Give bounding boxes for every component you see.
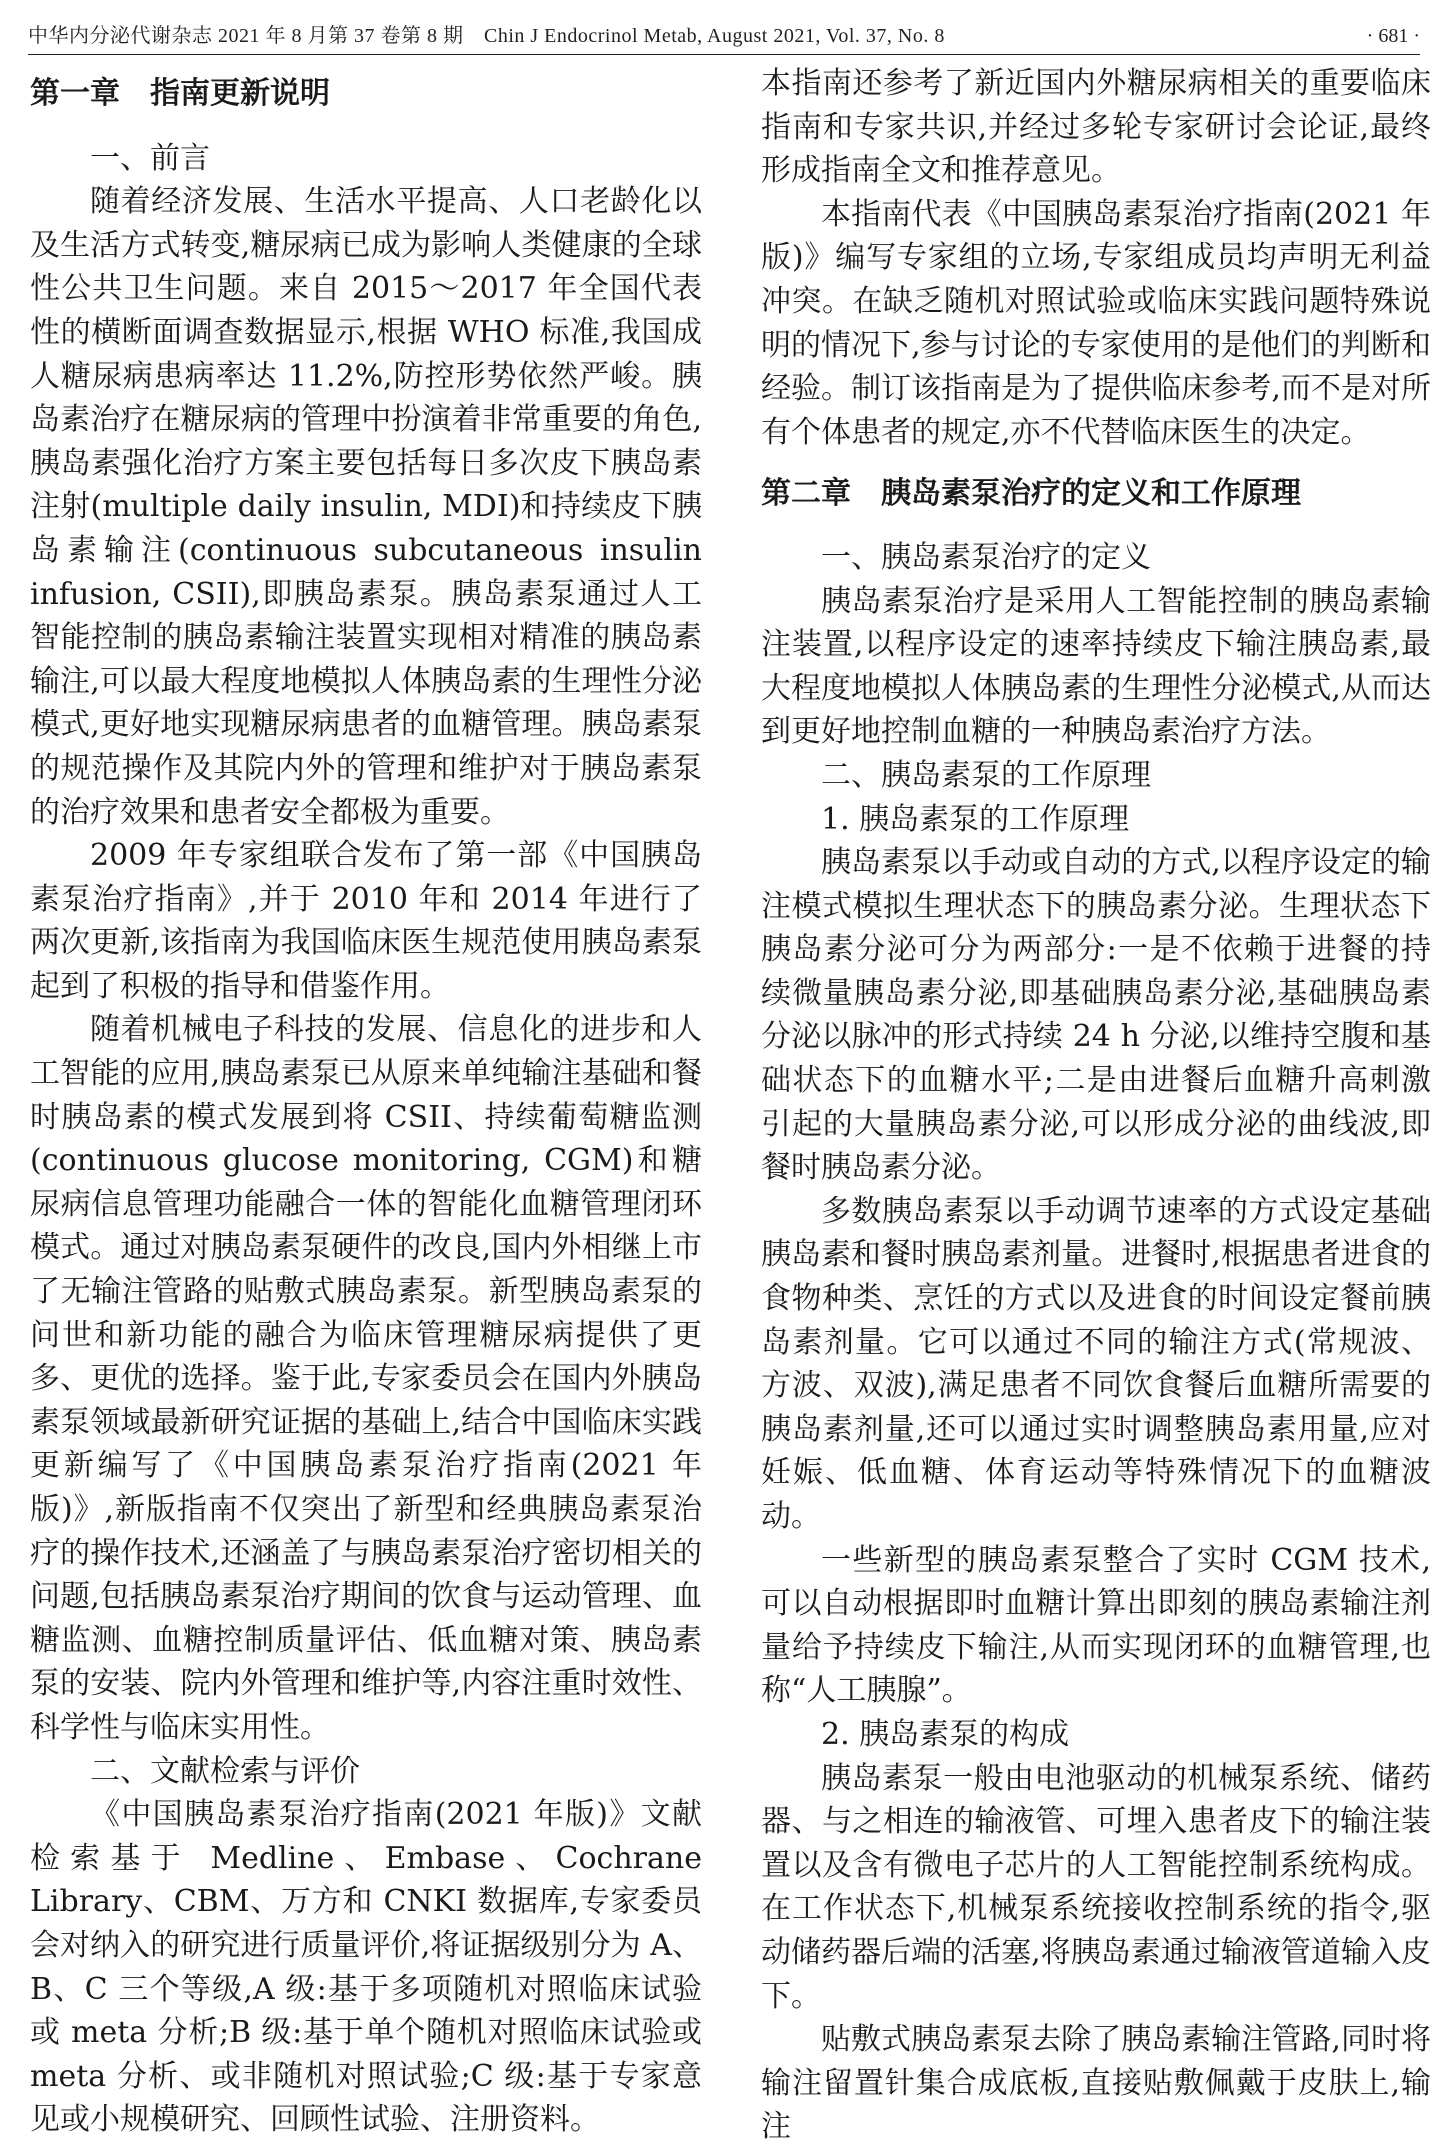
left-column — [30, 72, 702, 2142]
paragraph: 随着机械电子科技的发展、信息化的进步和人工智能的应用,胰岛素泵已从原来单纯输注基础和餐时胰岛素的模式发展到将 CSII、持续葡萄糖监测(continuous glucose monitoring, CGM)和糖尿病信息管理功能融合一体的智能化血糖管理闭环模式。通过对胰岛素泵硬件的改良,国内外相继上市了无输注管路的贴敷式胰岛素泵。新型胰岛素泵的问世和新功能的融合为临床管理糖尿病提供了更多、更优的选择。鉴于此,专家委员会在国内外胰岛素泵领域最新研究证据的基础上,结合中国临床实践更新编写了《中国胰岛素泵治疗指南(2021 年版)》,新版指南不仅突出了新型和经典胰岛素泵治疗的操作技术,还涵盖了与胰岛素泵治疗密切相关的问题,包括胰岛素泵治疗期间的饮食与运动管理、血糖监测、血糖控制质量评估、低血糖对策、胰岛素泵的安装、院内外管理和维护等,内容注重时效性、科学性与临床实用性。 — [30, 1012, 702, 1745]
journal-citation: 中华内分泌代谢杂志 2021 年 8 月第 37 卷第 8 期 Chin J Endocrinol Metab, August 2021, Vol. 37, No. 8 — [28, 25, 945, 47]
paragraph: 随着经济发展、生活水平提高、人口老龄化以及生活方式转变,糖尿病已成为影响人类健康的全球性公共卫生问题。来自 2015～2017 年全国代表性的横断面调查数据显示,根据 WHO 标准,我国成人糖尿病患病率达 11.2%,防控形势依然严峻。胰岛素治疗在糖尿病的管理中扮演着非常重要的角色,胰岛素强化治疗方案主要包括每日多次皮下胰岛素注射(multiple daily insulin, MDI)和持续皮下胰岛素输注(continuous subcutaneous insulin infusion, CSII),即胰岛素泵。胰岛素泵通过人工智能控制的胰岛素输注装置实现相对精准的胰岛素输注,可以最大程度地模拟人体胰岛素的生理性分泌模式,更好地实现糖尿病患者的血糖管理。胰岛素泵的规范操作及其院内外的管理和维护对于胰岛素泵的治疗效果和患者安全都极为重要。 — [30, 184, 702, 830]
chapter-2-title: 第二章 胰岛素泵治疗的定义和工作原理 — [761, 476, 1301, 512]
paragraph: 本指南还参考了新近国内外糖尿病相关的重要临床指南和专家共识,并经过多轮专家研讨会论证,最终形成指南全文和推荐意见。 — [761, 66, 1431, 189]
section-1-title: 一、前言 — [90, 140, 210, 176]
paragraph: 贴敷式胰岛素泵去除了胰岛素输注管路,同时将输注留置针集合成底板,直接贴敷佩戴于皮肤上,输注 — [761, 2022, 1431, 2145]
paragraph: 胰岛素泵一般由电池驱动的机械泵系统、储药器、与之相连的输液管、可埋入患者皮下的输注装置以及含有微电子芯片的人工智能控制系统构成。在工作状态下,机械泵系统接收控制系统的指令,驱动储药器后端的活塞,将胰岛素通过输液管道输入皮下。 — [761, 1760, 1431, 2014]
paragraph: 胰岛素泵以手动或自动的方式,以程序设定的输注模式模拟生理状态下的胰岛素分泌。生理状态下胰岛素分泌可分为两部分:一是不依赖于进餐的持续微量胰岛素分泌,即基础胰岛素分泌,基础胰岛素分泌以脉冲的形式持续 24 h 分泌,以维持空腹和基础状态下的血糖水平;二是由进餐后血糖升高刺激引起的大量胰岛素分泌,可以形成分泌的曲线波,即餐时胰岛素分泌。 — [761, 845, 1431, 1186]
paragraph: 一些新型的胰岛素泵整合了实时 CGM 技术,可以自动根据即时血糖计算出即刻的胰岛素输注剂量给予持续皮下输注,从而实现闭环的血糖管理,也称“人工胰腺”。 — [761, 1542, 1431, 1709]
paragraph: 多数胰岛素泵以手动调节速率的方式设定基础胰岛素和餐时胰岛素剂量。进餐时,根据患者进食的食物种类、烹饪的方式以及进食的时间设定餐前胰岛素剂量。它可以通过不同的输注方式(常规波、方波、双波),满足患者不同饮食餐后血糖所需要的胰岛素剂量,还可以通过实时调整胰岛素用量,应对妊娠、低血糖、体育运动等特殊情况下的血糖波动。 — [761, 1193, 1431, 1534]
paragraph: 2009 年专家组联合发布了第一部《中国胰岛素泵治疗指南》,并于 2010 年和 2014 年进行了两次更新,该指南为我国临床医生规范使用胰岛素泵起到了积极的指导和借鉴作用。 — [30, 838, 702, 1004]
section-3-title: 一、胰岛素泵治疗的定义 — [821, 539, 1151, 575]
subsection-2-title: 2. 胰岛素泵的构成 — [821, 1716, 1070, 1752]
paragraph: 胰岛素泵治疗是采用人工智能控制的胰岛素输注装置,以程序设定的速率持续皮下输注胰岛素,最大程度地模拟人体胰岛素的生理性分泌模式,从而达到更好地控制血糖的一种胰岛素治疗方法。 — [761, 583, 1431, 750]
subsection-1-title: 1. 胰岛素泵的工作原理 — [821, 801, 1130, 837]
section-2-title: 二、文献检索与评价 — [90, 1753, 360, 1789]
section-4-title: 二、胰岛素泵的工作原理 — [821, 757, 1151, 793]
paragraph: 本指南代表《中国胰岛素泵治疗指南(2021 年版)》编写专家组的立场,专家组成员均声明无利益冲突。在缺乏随机对照试验或临床实践问题特殊说明的情况下,参与讨论的专家使用的是他们的判断和经验。制订该指南是为了提供临床参考,而不是对所有个体患者的规定,亦不代替临床医生的决定。 — [761, 196, 1431, 450]
paragraph: 《中国胰岛素泵治疗指南(2021 年版)》文献检索基于 Medline、Embase、Cochrane Library、CBM、万方和 CNKI 数据库,专家委员会对纳入的研究进行质量评价,将证据级别分为 A、B、C 三个等级,A 级:基于多项随机对照临床试验或 meta 分析;B 级:基于单个随机对照临床试验或 meta 分析、或非随机对照试验;C 级:基于专家意见或小规模研究、回顾性试验、注册资料。 — [30, 1797, 702, 2138]
page-number: · 681 · — [1366, 25, 1420, 47]
chapter-1-title: 第一章 指南更新说明 — [30, 76, 330, 111]
running-header — [28, 22, 1420, 55]
right-column — [761, 62, 1431, 2149]
